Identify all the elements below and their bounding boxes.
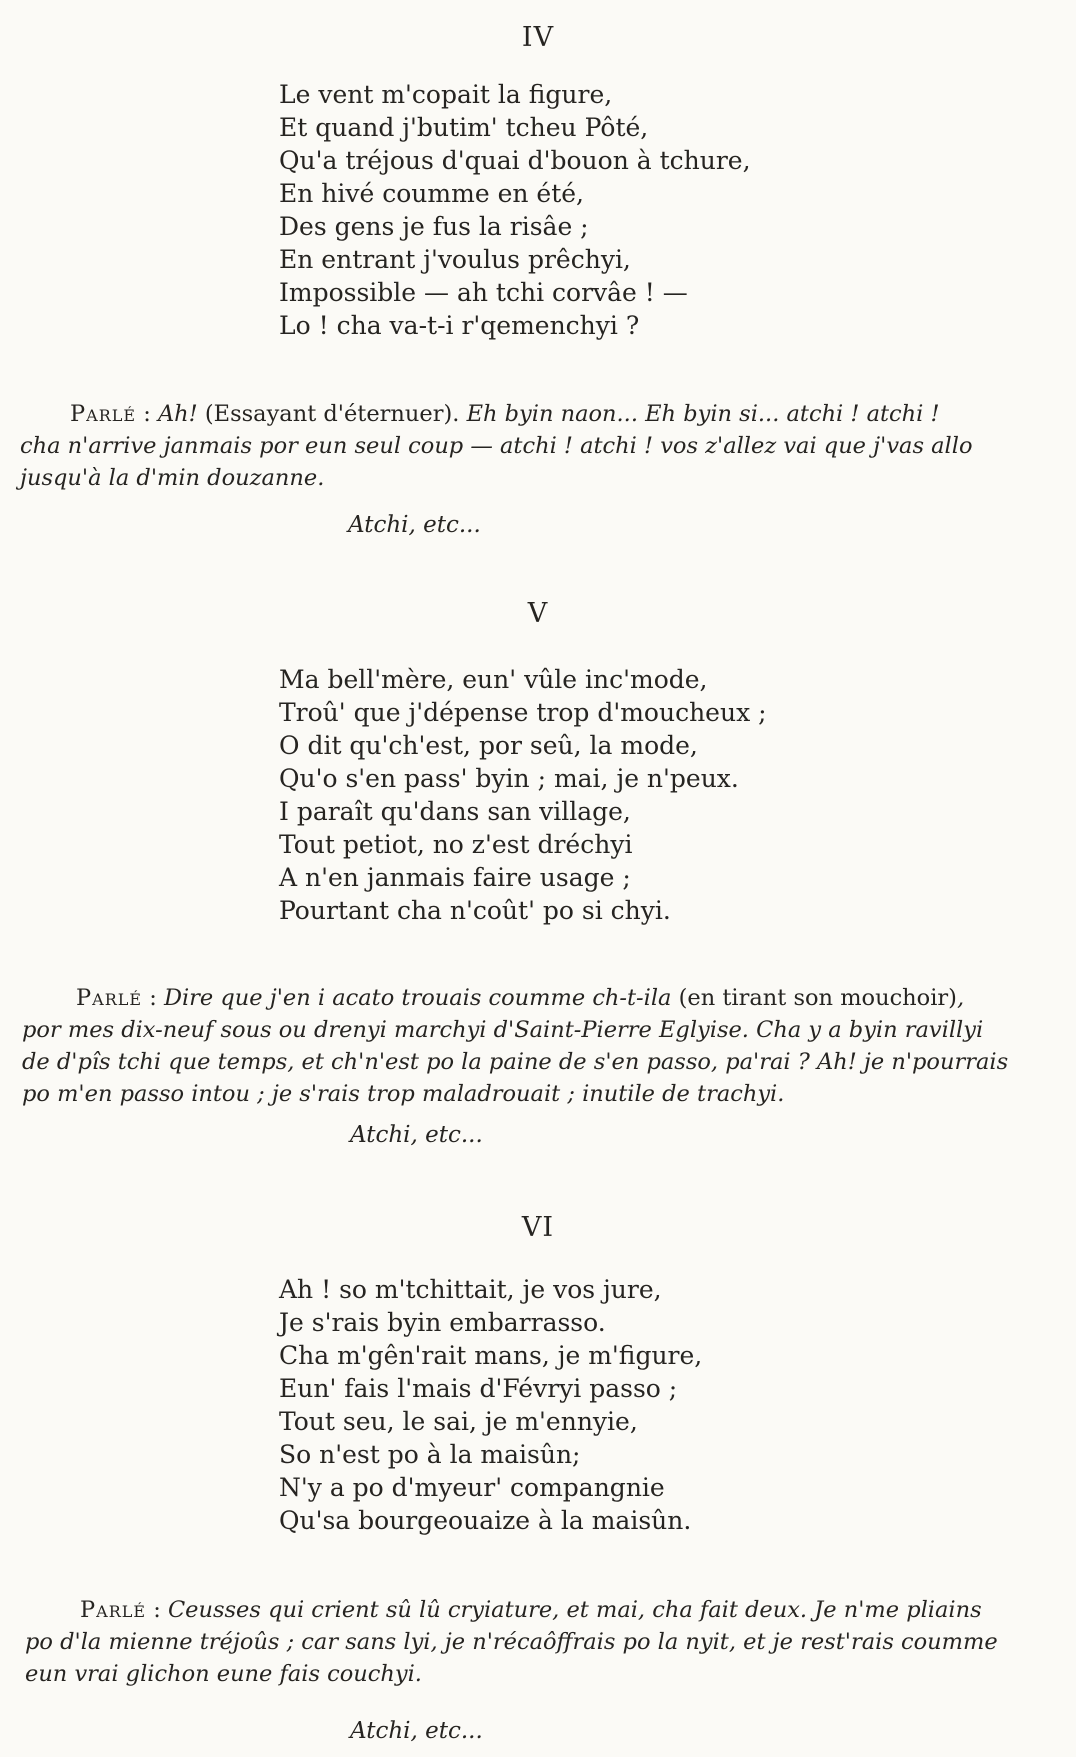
parle-colon: : (142, 985, 164, 1011)
verse-line: Et quand j'butim' tcheu Pôté, (279, 113, 649, 142)
verse-line: O dit qu'ch'est, por seû, la mode, (279, 731, 698, 760)
stanza-v (279, 663, 879, 927)
verse-line: Des gens je fus la risâe ; (279, 212, 589, 241)
verse-line: En entrant j'voulus prêchyi, (279, 245, 631, 274)
spoken-segment: eun vrai glichon eune fais couchyi. (25, 1661, 422, 1687)
spoken-segment: Ah! (157, 401, 205, 427)
spoken-line (20, 430, 1030, 462)
verse-line: Ma bell'mère, eun' vûle inc'mode, (279, 665, 708, 694)
verse-line: Lo ! cha va-t-i r'qemenchyi ? (279, 311, 640, 340)
verse-line: Qu'a tréjous d'quai d'bouon à tchure, (279, 146, 751, 175)
spoken-segment: Ceusses qui crient sû lû cryiature, et mai, cha fait deux. Je n'me pliains (167, 1597, 982, 1623)
parle-label: Parlé (76, 985, 143, 1011)
verse-line: Je s'rais byin embarrasso. (279, 1308, 606, 1337)
stage-direction: (Essayant d'éternuer). (204, 401, 467, 427)
verse-line: Cha m'gên'rait mans, je m'figure, (279, 1341, 703, 1370)
verse-line: A n'en janmais faire usage ; (279, 863, 631, 892)
refrain-iv: Atchi, etc... (348, 512, 481, 538)
spoken-line (80, 1594, 1026, 1626)
spoken-line (22, 1078, 1026, 1110)
verse-line: Eun' fais l'mais d'Févryi passo ; (279, 1374, 678, 1403)
refrain-v: Atchi, etc... (350, 1122, 483, 1148)
verse-line: So n'est po à la maisûn; (279, 1440, 581, 1469)
verse-line: Ah ! so m'tchittait, je vos jure, (279, 1275, 662, 1304)
refrain-vi: Atchi, etc... (350, 1718, 483, 1744)
verse-line: Qu'o s'en pass' byin ; mai, je n'peux. (279, 764, 739, 793)
parle-label: Parlé (70, 401, 137, 427)
stanza-vi (279, 1273, 879, 1537)
parle-colon: : (136, 401, 158, 427)
verse-line: Le vent m'copait la figure, (279, 80, 613, 109)
spoken-part-iv (20, 398, 1030, 494)
spoken-segment: por mes dix-neuf sous ou drenyi marchyi d'Saint-Pierre Eglyise. Cha y a byin ravillyi (22, 1017, 984, 1043)
verse-line: Impossible — ah tchi corvâe ! — (279, 278, 688, 307)
spoken-line (76, 982, 1026, 1014)
stanza-numeral-vi: VI (521, 1212, 555, 1243)
verse-line: Pourtant cha n'coût' po si chyi. (279, 896, 671, 925)
verse-line: N'y a po d'myeur' compangnie (279, 1473, 665, 1502)
stage-direction: (en tirant son mouchoir) (678, 985, 957, 1011)
stanza-numeral-iv: IV (521, 22, 555, 53)
verse-line: En hivé coumme en été, (279, 179, 584, 208)
parle-label: Parlé (80, 1597, 147, 1623)
spoken-segment: po m'en passo intou ; je s'rais trop maladrouait ; inutile de trachyi. (22, 1081, 785, 1107)
spoken-segment: , (956, 985, 965, 1011)
spoken-part-v (22, 982, 1026, 1110)
spoken-line (22, 1046, 1026, 1078)
verse-line: Tout petiot, no z'est dréchyi (279, 830, 633, 859)
spoken-line (70, 398, 1030, 430)
parle-colon: : (146, 1597, 168, 1623)
spoken-segment: po d'la mienne tréjoûs ; car sans lyi, je n'récaôffrais po la nyit, et je rest'rais coumme (25, 1629, 998, 1655)
stanza-numeral-v: V (527, 598, 549, 629)
spoken-line (20, 462, 1030, 494)
spoken-line (25, 1658, 1026, 1690)
spoken-line (22, 1014, 1026, 1046)
spoken-segment: Dire que j'en i acato trouais coumme ch-t-ila (163, 985, 679, 1011)
verse-line: I paraît qu'dans san village, (279, 797, 631, 826)
stanza-iv (279, 78, 879, 342)
spoken-segment: jusqu'à la d'min douzanne. (20, 465, 325, 491)
spoken-segment: de d'pîs tchi que temps, et ch'n'est po la paine de s'en passo, pa'rai ? Ah! je n'pourrais (22, 1049, 1009, 1075)
verse-line: Tout seu, le sai, je m'ennyie, (279, 1407, 638, 1436)
spoken-part-vi (25, 1594, 1026, 1690)
verse-line: Troû' que j'dépense trop d'moucheux ; (279, 698, 767, 727)
verse-line: Qu'sa bourgeouaize à la maisûn. (279, 1506, 692, 1535)
spoken-line (25, 1626, 1026, 1658)
spoken-segment: Eh byin naon... Eh byin si... atchi ! atchi ! (466, 401, 940, 427)
spoken-segment: cha n'arrive janmais por eun seul coup — atchi ! atchi ! vos z'allez vai que j'vas allo (20, 433, 973, 459)
